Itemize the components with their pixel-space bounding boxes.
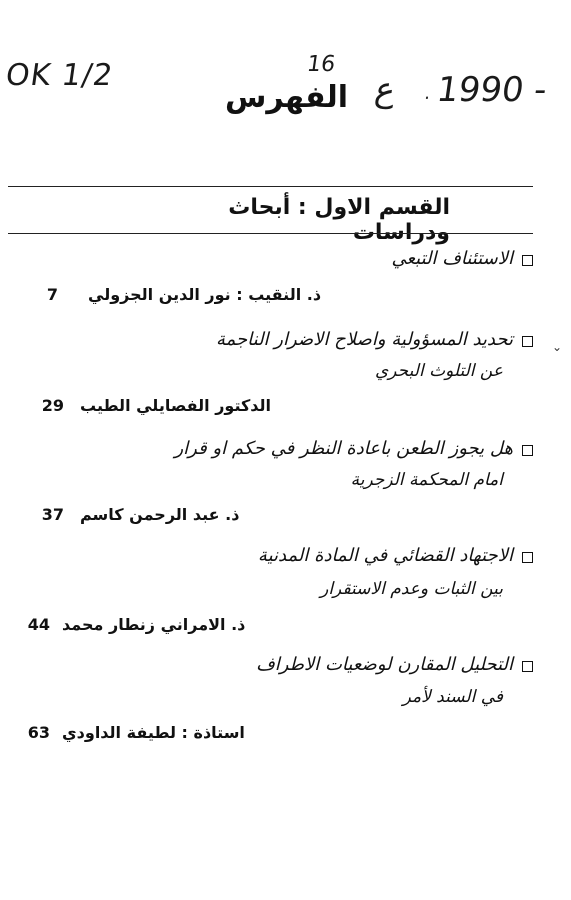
handwritten-dot: · <box>422 88 432 109</box>
handwritten-number: 16 <box>305 52 337 77</box>
bullet-box-icon <box>522 255 533 266</box>
page-title: الفهرس <box>224 80 348 115</box>
stray-mark: ⌄ <box>552 340 563 354</box>
handwritten-letter: ع <box>372 70 399 110</box>
bullet-box-icon <box>522 552 533 563</box>
entry-title: التحليل المقارن لوضعيات الاطراف <box>256 654 513 675</box>
entry-title-continuation: في السند لأمر <box>402 687 503 707</box>
handwritten-note-left: OK 1/2 <box>3 58 116 93</box>
entry-title-continuation: بين الثبات وعدم الاستقرار <box>320 579 503 599</box>
entry-author: ذ. الامراني زنطار محمد <box>62 615 246 634</box>
entry-title: الاجتهاد القضائي في المادة المدنية <box>257 545 513 566</box>
entry-author: ذ. النقيب : نور الدين الجزولي <box>88 285 322 304</box>
entry-page-number: 29 <box>41 396 64 415</box>
entry-title: تحديد المسؤولية واصلاح الاضرار الناجمة <box>215 329 513 350</box>
entry-author: استاذة : لطيفة الداودي <box>62 723 245 742</box>
entry-author: الدكتور الفصايلي الطيب <box>80 396 272 415</box>
entry-page-number: 7 <box>46 285 58 304</box>
entry-title-continuation: عن التلوث البحري <box>374 361 503 381</box>
bullet-box-icon <box>522 445 533 456</box>
section-heading: القسم الاول : أبحاث ودراسات <box>228 195 450 245</box>
bullet-box-icon <box>522 336 533 347</box>
entry-author: ذ. عبد الرحمن كاسم <box>80 505 240 524</box>
entry-title: الاستئناف التبعي <box>391 248 513 269</box>
entry-page-number: 37 <box>41 505 64 524</box>
entry-title-continuation: امام المحكمة الزجرية <box>350 470 503 490</box>
entry-page-number: 44 <box>27 615 50 634</box>
entry-title: هل يجوز الطعن باعادة النظر في حكم او قرار <box>174 438 513 459</box>
bullet-box-icon <box>522 661 533 672</box>
entry-page-number: 63 <box>27 723 50 742</box>
divider-top <box>8 186 533 187</box>
handwritten-note-right: 1990 - <box>434 70 550 110</box>
divider-bottom <box>8 233 533 234</box>
